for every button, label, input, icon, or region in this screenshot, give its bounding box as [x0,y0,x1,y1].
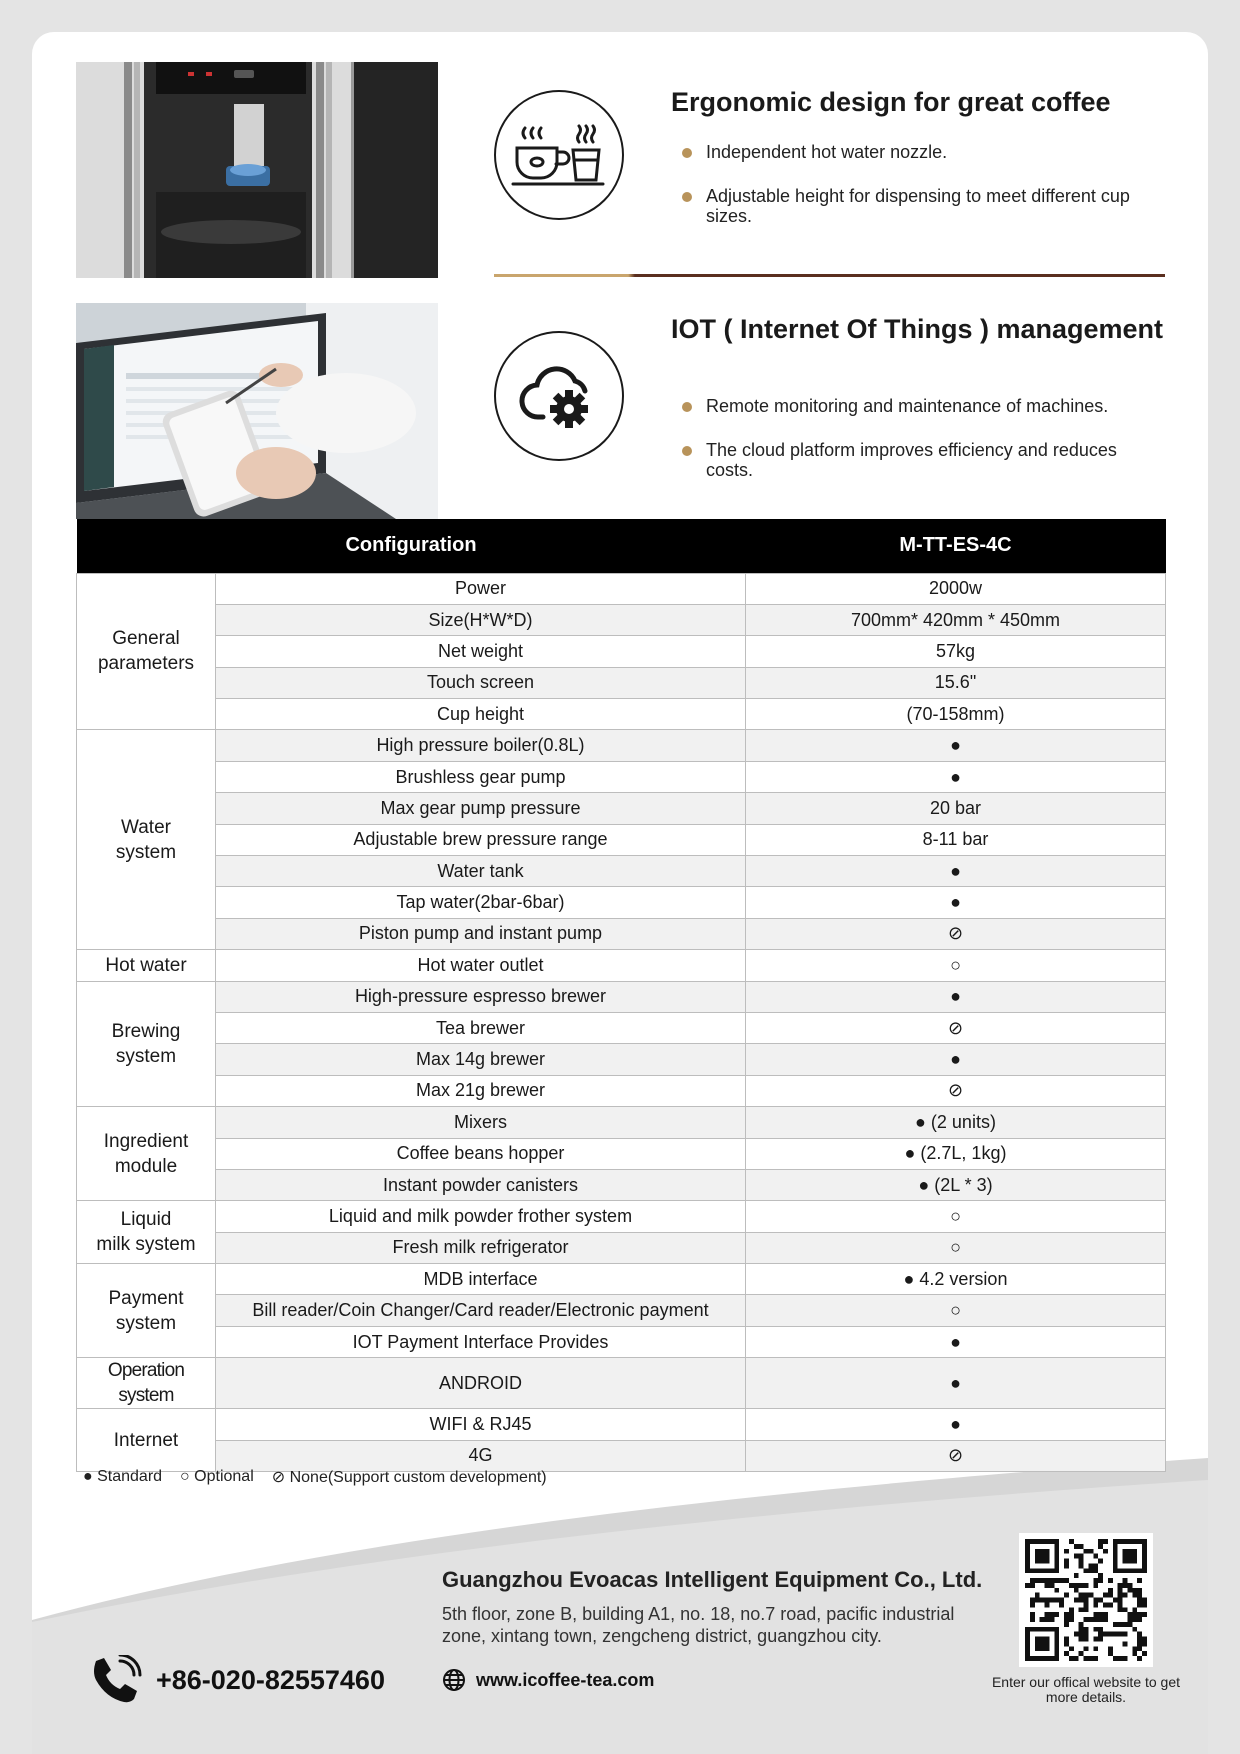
table-row [77,761,1166,792]
row-value: ● [746,730,1166,761]
row-item: Net weight [216,636,746,667]
legend-standard: ● Standard [83,1468,163,1485]
table-row [77,950,1166,981]
row-category: Operation system [77,1358,216,1409]
header-model: M-TT-ES-4C [746,519,1166,573]
row-item: Instant powder canisters [216,1169,746,1200]
feature-bullet: Independent hot water nozzle. [680,142,1150,162]
table-row [77,573,1166,604]
row-category: Brewing system [77,981,216,1107]
table-row [77,887,1166,918]
feature-title: IOT ( Internet Of Things ) management [671,314,1164,344]
spec-table [76,519,1166,1472]
row-value: ● 4.2 version [746,1264,1166,1295]
qr-caption: Enter our offical website to get more details. [991,1674,1181,1705]
website-url: www.icoffee-tea.com [476,1669,655,1690]
row-item: Mixers [216,1107,746,1138]
legend-none: ⊘ None(Support custom development) [271,1469,547,1486]
table-row [77,1232,1166,1263]
row-item: High-pressure espresso brewer [216,981,746,1012]
row-item: Cup height [216,699,746,730]
table-header-row [77,519,1166,573]
row-value: ○ [746,1295,1166,1326]
row-category: Liquid milk system [77,1201,216,1264]
row-value: (70-158mm) [746,699,1166,730]
table-row [77,856,1166,887]
row-value: ● (2.7L, 1kg) [746,1138,1166,1169]
row-category: Internet [77,1409,216,1472]
row-item: Piston pump and instant pump [216,918,746,949]
table-row [77,1326,1166,1357]
row-value: ● [746,761,1166,792]
table-row [77,1107,1166,1138]
table-row [77,699,1166,730]
row-category: Water system [77,730,216,950]
row-value: ○ [746,1201,1166,1232]
row-value: ⊘ [746,1075,1166,1106]
row-item: WIFI & RJ45 [216,1409,746,1440]
row-item: Max 14g brewer [216,1044,746,1075]
feature-bullet: Adjustable height for dispensing to meet different cup sizes. [680,186,1150,226]
phone-contact[interactable] [90,1655,385,1705]
table-row [77,667,1166,698]
table-row [77,1201,1166,1232]
row-value: ○ [746,1232,1166,1263]
table-row [77,1264,1166,1295]
row-value: ⊘ [746,918,1166,949]
row-item: Hot water outlet [216,950,746,981]
table-row [77,918,1166,949]
website-link[interactable] [442,1668,654,1692]
row-item: Adjustable brew pressure range [216,824,746,855]
row-item: Coffee beans hopper [216,1138,746,1169]
row-value: ⊘ [746,1440,1166,1471]
feature-bullet: Remote monitoring and maintenance of machines. [680,396,1150,416]
feature-bullet-list [680,396,1150,504]
row-value: ● [746,887,1166,918]
coffee-machine-photo [76,62,438,278]
table-row [77,1409,1166,1440]
row-value: 8-11 bar [746,824,1166,855]
row-item: 4G [216,1440,746,1471]
row-value: ● (2 units) [746,1107,1166,1138]
row-value: 2000w [746,573,1166,604]
row-item: Power [216,573,746,604]
table-row [77,1044,1166,1075]
globe-icon [442,1668,466,1692]
row-item: Water tank [216,856,746,887]
table-row [77,1138,1166,1169]
spec-table-body [77,573,1166,1472]
row-category: Ingredient module [77,1107,216,1201]
row-item: IOT Payment Interface Provides [216,1326,746,1357]
row-value: 700mm* 420mm * 450mm [746,604,1166,635]
row-value: ○ [746,950,1166,981]
row-category: General parameters [77,573,216,730]
coffee-cup-icon [494,90,624,220]
row-value: ● [746,1044,1166,1075]
feature-bullet-list [680,142,1150,250]
row-category: Hot water [77,950,216,981]
row-value: ⊘ [746,1012,1166,1043]
phone-icon [90,1655,142,1705]
row-item: Brushless gear pump [216,761,746,792]
row-item: Touch screen [216,667,746,698]
section-divider [494,274,1165,277]
iot-dashboard-photo [76,303,438,519]
row-item: Tea brewer [216,1012,746,1043]
feature-title: Ergonomic design for great coffee [671,87,1111,117]
row-value: 57kg [746,636,1166,667]
company-address: 5th floor, zone B, building A1, no. 18, no.7 road, pacific industrial zone, xintang town, zengcheng district, guangzhou city. [442,1604,955,1646]
row-item: Bill reader/Coin Changer/Card reader/Electronic payment [216,1295,746,1326]
table-row [77,1358,1166,1409]
table-row [77,981,1166,1012]
table-row [77,604,1166,635]
row-value: ● [746,1326,1166,1357]
row-value: ● [746,981,1166,1012]
table-row [77,636,1166,667]
row-item: Size(H*W*D) [216,604,746,635]
row-item: MDB interface [216,1264,746,1295]
legend-optional: ○ Optional [180,1468,254,1485]
row-value: 15.6" [746,667,1166,698]
table-row [77,824,1166,855]
row-item: ANDROID [216,1358,746,1409]
table-row [77,730,1166,761]
cloud-gear-icon [494,331,624,461]
row-value: ● [746,856,1166,887]
row-value: ● [746,1358,1166,1409]
table-row [77,1075,1166,1106]
row-value: ● (2L * 3) [746,1169,1166,1200]
row-value: ● [746,1409,1166,1440]
qr-code[interactable] [1019,1533,1153,1667]
row-item: Fresh milk refrigerator [216,1232,746,1263]
table-row [77,1295,1166,1326]
row-item: Max gear pump pressure [216,793,746,824]
company-name: Guangzhou Evoacas Intelligent Equipment Co., Ltd. [442,1567,983,1592]
phone-number: +86-020-82557460 [156,1664,385,1695]
header-configuration: Configuration [77,519,746,573]
table-row [77,793,1166,824]
row-item: Max 21g brewer [216,1075,746,1106]
row-item: Liquid and milk powder frother system [216,1201,746,1232]
table-row [77,1012,1166,1043]
row-item: High pressure boiler(0.8L) [216,730,746,761]
table-row [77,1169,1166,1200]
row-category: Payment system [77,1264,216,1358]
feature-bullet: The cloud platform improves efficiency and reduces costs. [680,440,1150,480]
legend [83,1467,547,1487]
row-value: 20 bar [746,793,1166,824]
row-item: Tap water(2bar-6bar) [216,887,746,918]
